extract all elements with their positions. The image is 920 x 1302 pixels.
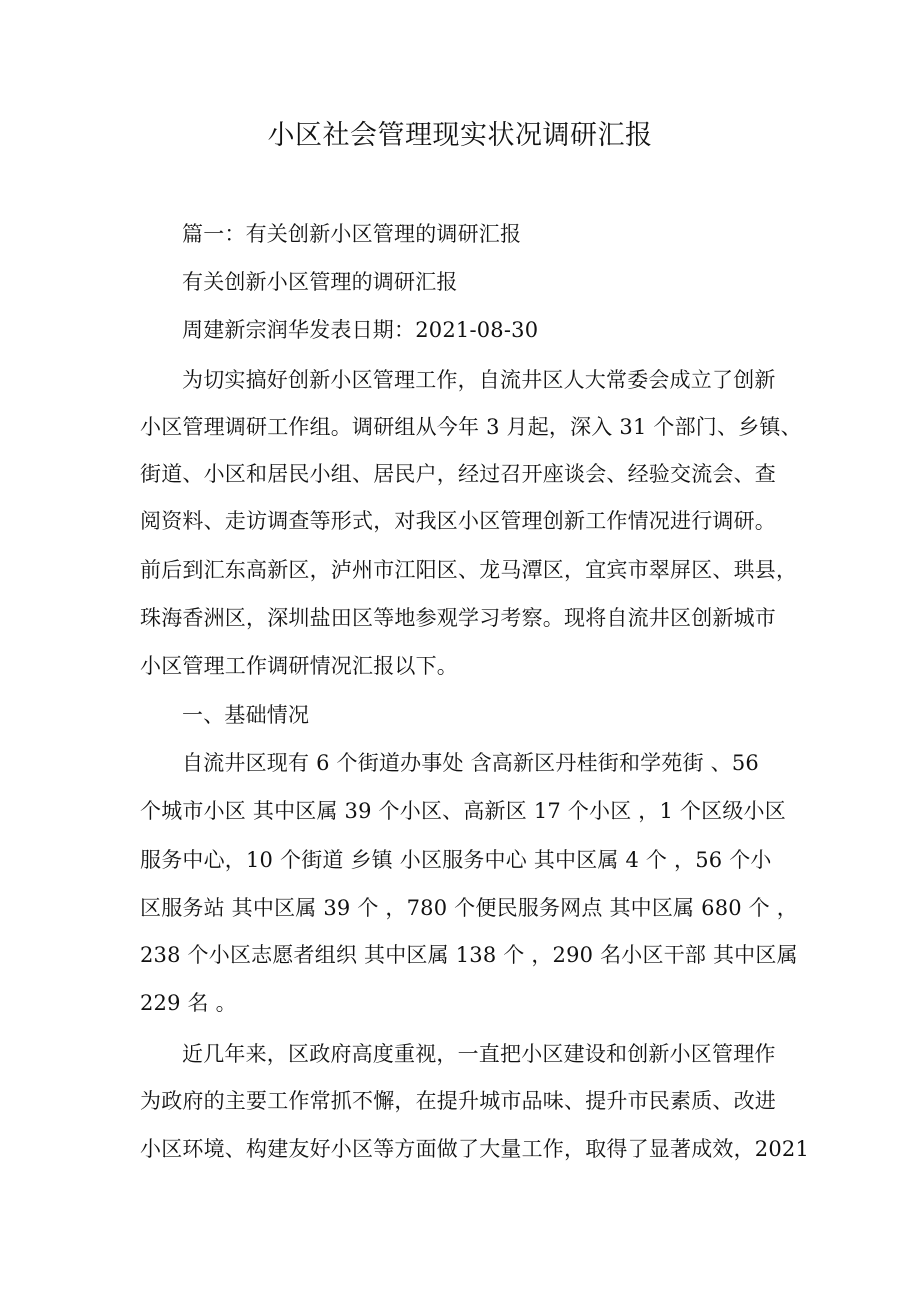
report-subtitle: 有关创新小区管理的调研汇报 xyxy=(182,270,458,294)
paragraph-line: 街道、小区和居民小组、居民户，经过召开座谈会、经验交流会、查 xyxy=(140,462,776,486)
paragraph-line: 个城市小区 其中区属 39 个小区、高新区 17 个小区 ，1 个区级小区 xyxy=(140,799,786,823)
paragraph-line: 近几年来，区政府高度重视，一直把小区建设和创新小区管理作 xyxy=(182,1042,776,1066)
paragraph-line: 服务中心，10 个街道 乡镇 小区服务中心 其中区属 4 个 ，56 个小 xyxy=(140,848,772,872)
section-heading-chapter-one: 篇一：有关创新小区管理的调研汇报 xyxy=(182,222,522,246)
paragraph-line: 小区管理调研工作组。调研组从今年 3 月起，深入 31 个部门、乡镇、 xyxy=(140,415,802,439)
paragraph-line: 自流井区现有 6 个街道办事处 含高新区丹桂街和学苑街 、56 xyxy=(182,751,759,775)
section-heading-basic-situation: 一、基础情况 xyxy=(182,703,310,727)
paragraph-line: 小区管理工作调研情况汇报以下。 xyxy=(140,654,458,678)
author-date-line: 周建新宗润华发表日期：2021-08-30 xyxy=(182,318,539,342)
paragraph-line: 前后到汇东高新区，泸州市江阳区、龙马潭区，宜宾市翠屏区、珙县， xyxy=(140,558,798,582)
paragraph-line: 为切实搞好创新小区管理工作，自流井区人大常委会成立了创新 xyxy=(182,368,776,392)
document-title: 小区社会管理现实状况调研汇报 xyxy=(267,120,653,151)
paragraph-line: 珠海香洲区，深圳盐田区等地参观学习考察。现将自流井区创新城市 xyxy=(140,606,776,630)
paragraph-line: 阅资料、走访调查等形式，对我区小区管理创新工作情况进行调研。 xyxy=(140,509,776,533)
paragraph-line: 小区环境、构建友好小区等方面做了大量工作，取得了显著成效，2021 xyxy=(140,1137,810,1161)
paragraph-line: 229 名 。 xyxy=(140,991,237,1015)
paragraph-line: 区服务站 其中区属 39 个 ，780 个便民服务网点 其中区属 680 个 ， xyxy=(140,896,798,920)
paragraph-line: 为政府的主要工作常抓不懈，在提升城市品味、提升市民素质、改进 xyxy=(140,1089,776,1113)
paragraph-line: 238 个小区志愿者组织 其中区属 138 个 ，290 名小区干部 其中区属 xyxy=(140,943,798,967)
